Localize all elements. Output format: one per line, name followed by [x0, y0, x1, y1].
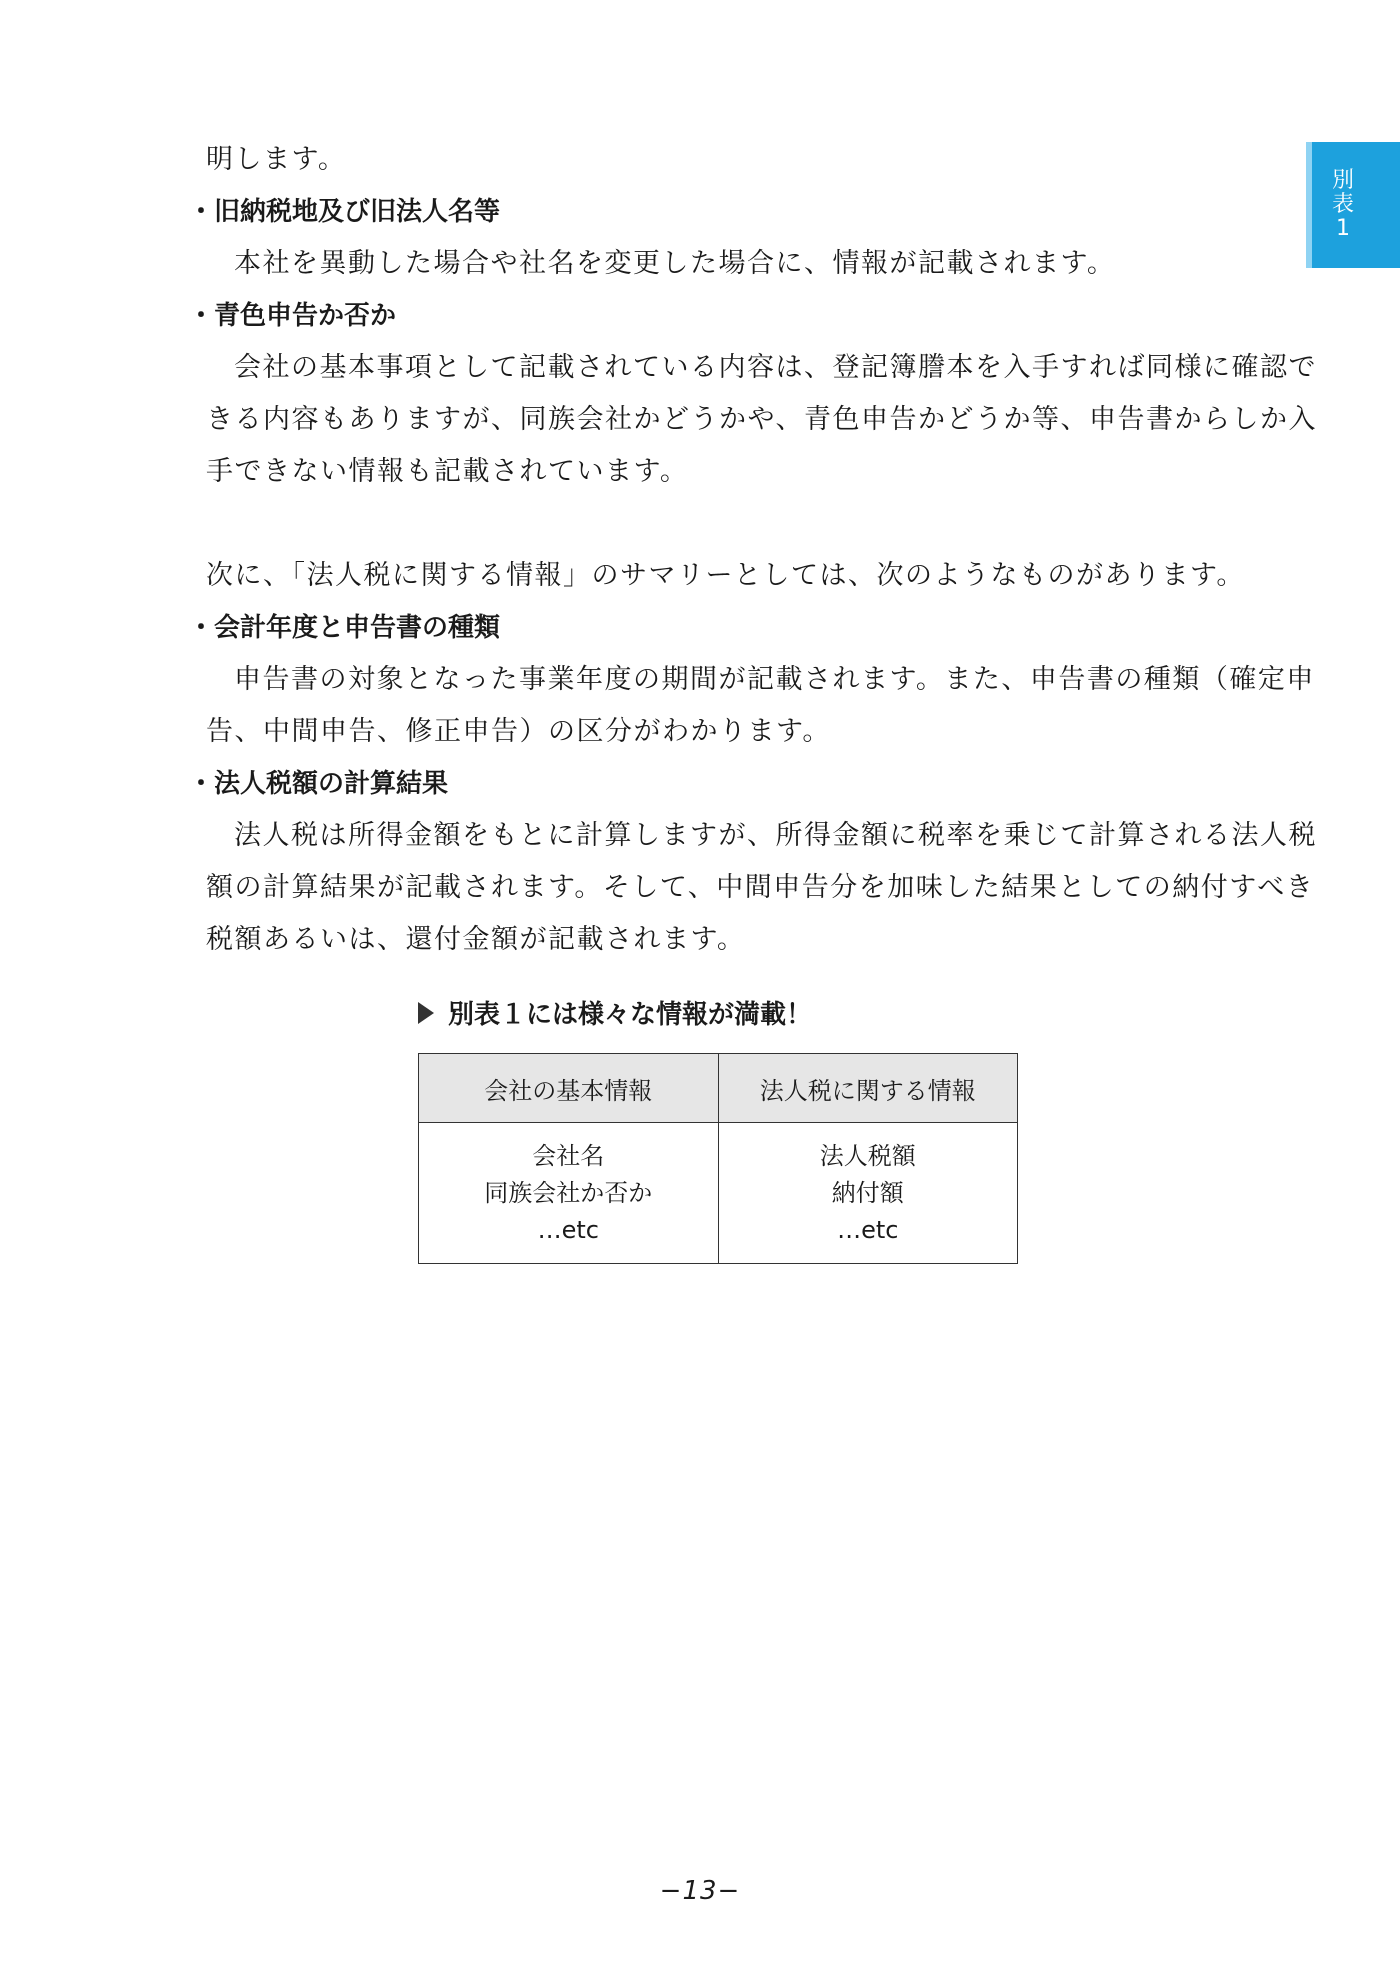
table-row	[419, 1123, 1018, 1264]
table-cell-item: 会社名	[532, 1141, 605, 1170]
table-header-basic-info: 会社の基本情報	[419, 1054, 719, 1123]
paragraph-line: 額の計算結果が記載されます。そして、中間申告分を加味した結果としての納付すべき	[206, 872, 1315, 903]
table-cell-item: …etc	[537, 1215, 599, 1244]
figure-caption	[418, 994, 812, 1031]
paragraph-line: 本社を異動した場合や社名を変更した場合に、情報が記載されます。	[234, 248, 1116, 279]
table-header-tax-info: 法人税に関する情報	[718, 1054, 1018, 1123]
paragraph-line: 告、中間申告、修正申告）の区分がわかります。	[206, 716, 831, 747]
section-heading: ・旧納税地及び旧法人名等	[188, 197, 501, 227]
table-cell-item: 法人税額	[819, 1141, 916, 1170]
paragraph-line: 申告書の対象となった事業年度の期間が記載されます。また、申告書の種類（確定申	[234, 664, 1315, 695]
paragraph-line: 税額あるいは、還付金額が記載されます。	[206, 924, 746, 955]
table-cell-basic-info	[419, 1123, 719, 1264]
chapter-tab	[1306, 142, 1400, 268]
table-cell-item: 同族会社か否か	[484, 1178, 653, 1207]
paragraph-line: 会社の基本事項として記載されている内容は、登記簿謄本を入手すれば同様に確認で	[234, 352, 1317, 383]
section-heading: ・青色申告か否か	[188, 301, 397, 331]
chapter-tab-char-3: 1	[1336, 216, 1350, 241]
paragraph-line: 次に、「法人税に関する情報」のサマリーとしては、次のようなものがあります。	[206, 560, 1245, 591]
paragraph-line: 明します。	[206, 144, 347, 175]
paragraph-spacer	[186, 498, 1256, 550]
table-header-row	[419, 1054, 1018, 1123]
chapter-tab-char-2: 表	[1331, 192, 1354, 217]
table-cell-tax-info	[718, 1123, 1018, 1264]
section-heading: ・法人税額の計算結果	[188, 769, 449, 799]
info-table	[418, 1053, 1018, 1264]
table-cell-item: 納付額	[831, 1178, 904, 1207]
paragraph-line: きる内容もありますが、同族会社かどうかや、青色申告かどうか等、申告書からしか入	[206, 404, 1317, 435]
page-number: −13−	[659, 1876, 741, 1906]
figure-caption-text: 別表１には様々な情報が満載！	[448, 1000, 813, 1030]
section-heading: ・会計年度と申告書の種類	[188, 613, 501, 643]
paragraph-line: 法人税は所得金額をもとに計算しますが、所得金額に税率を乗じて計算される法人税	[234, 820, 1317, 851]
chapter-tab-char-1: 別	[1331, 168, 1354, 193]
paragraph-line: 手できない情報も記載されています。	[206, 456, 689, 487]
main-content	[186, 134, 1317, 966]
triangle-bullet-icon	[418, 1002, 434, 1024]
table-cell-item: …etc	[837, 1215, 899, 1244]
